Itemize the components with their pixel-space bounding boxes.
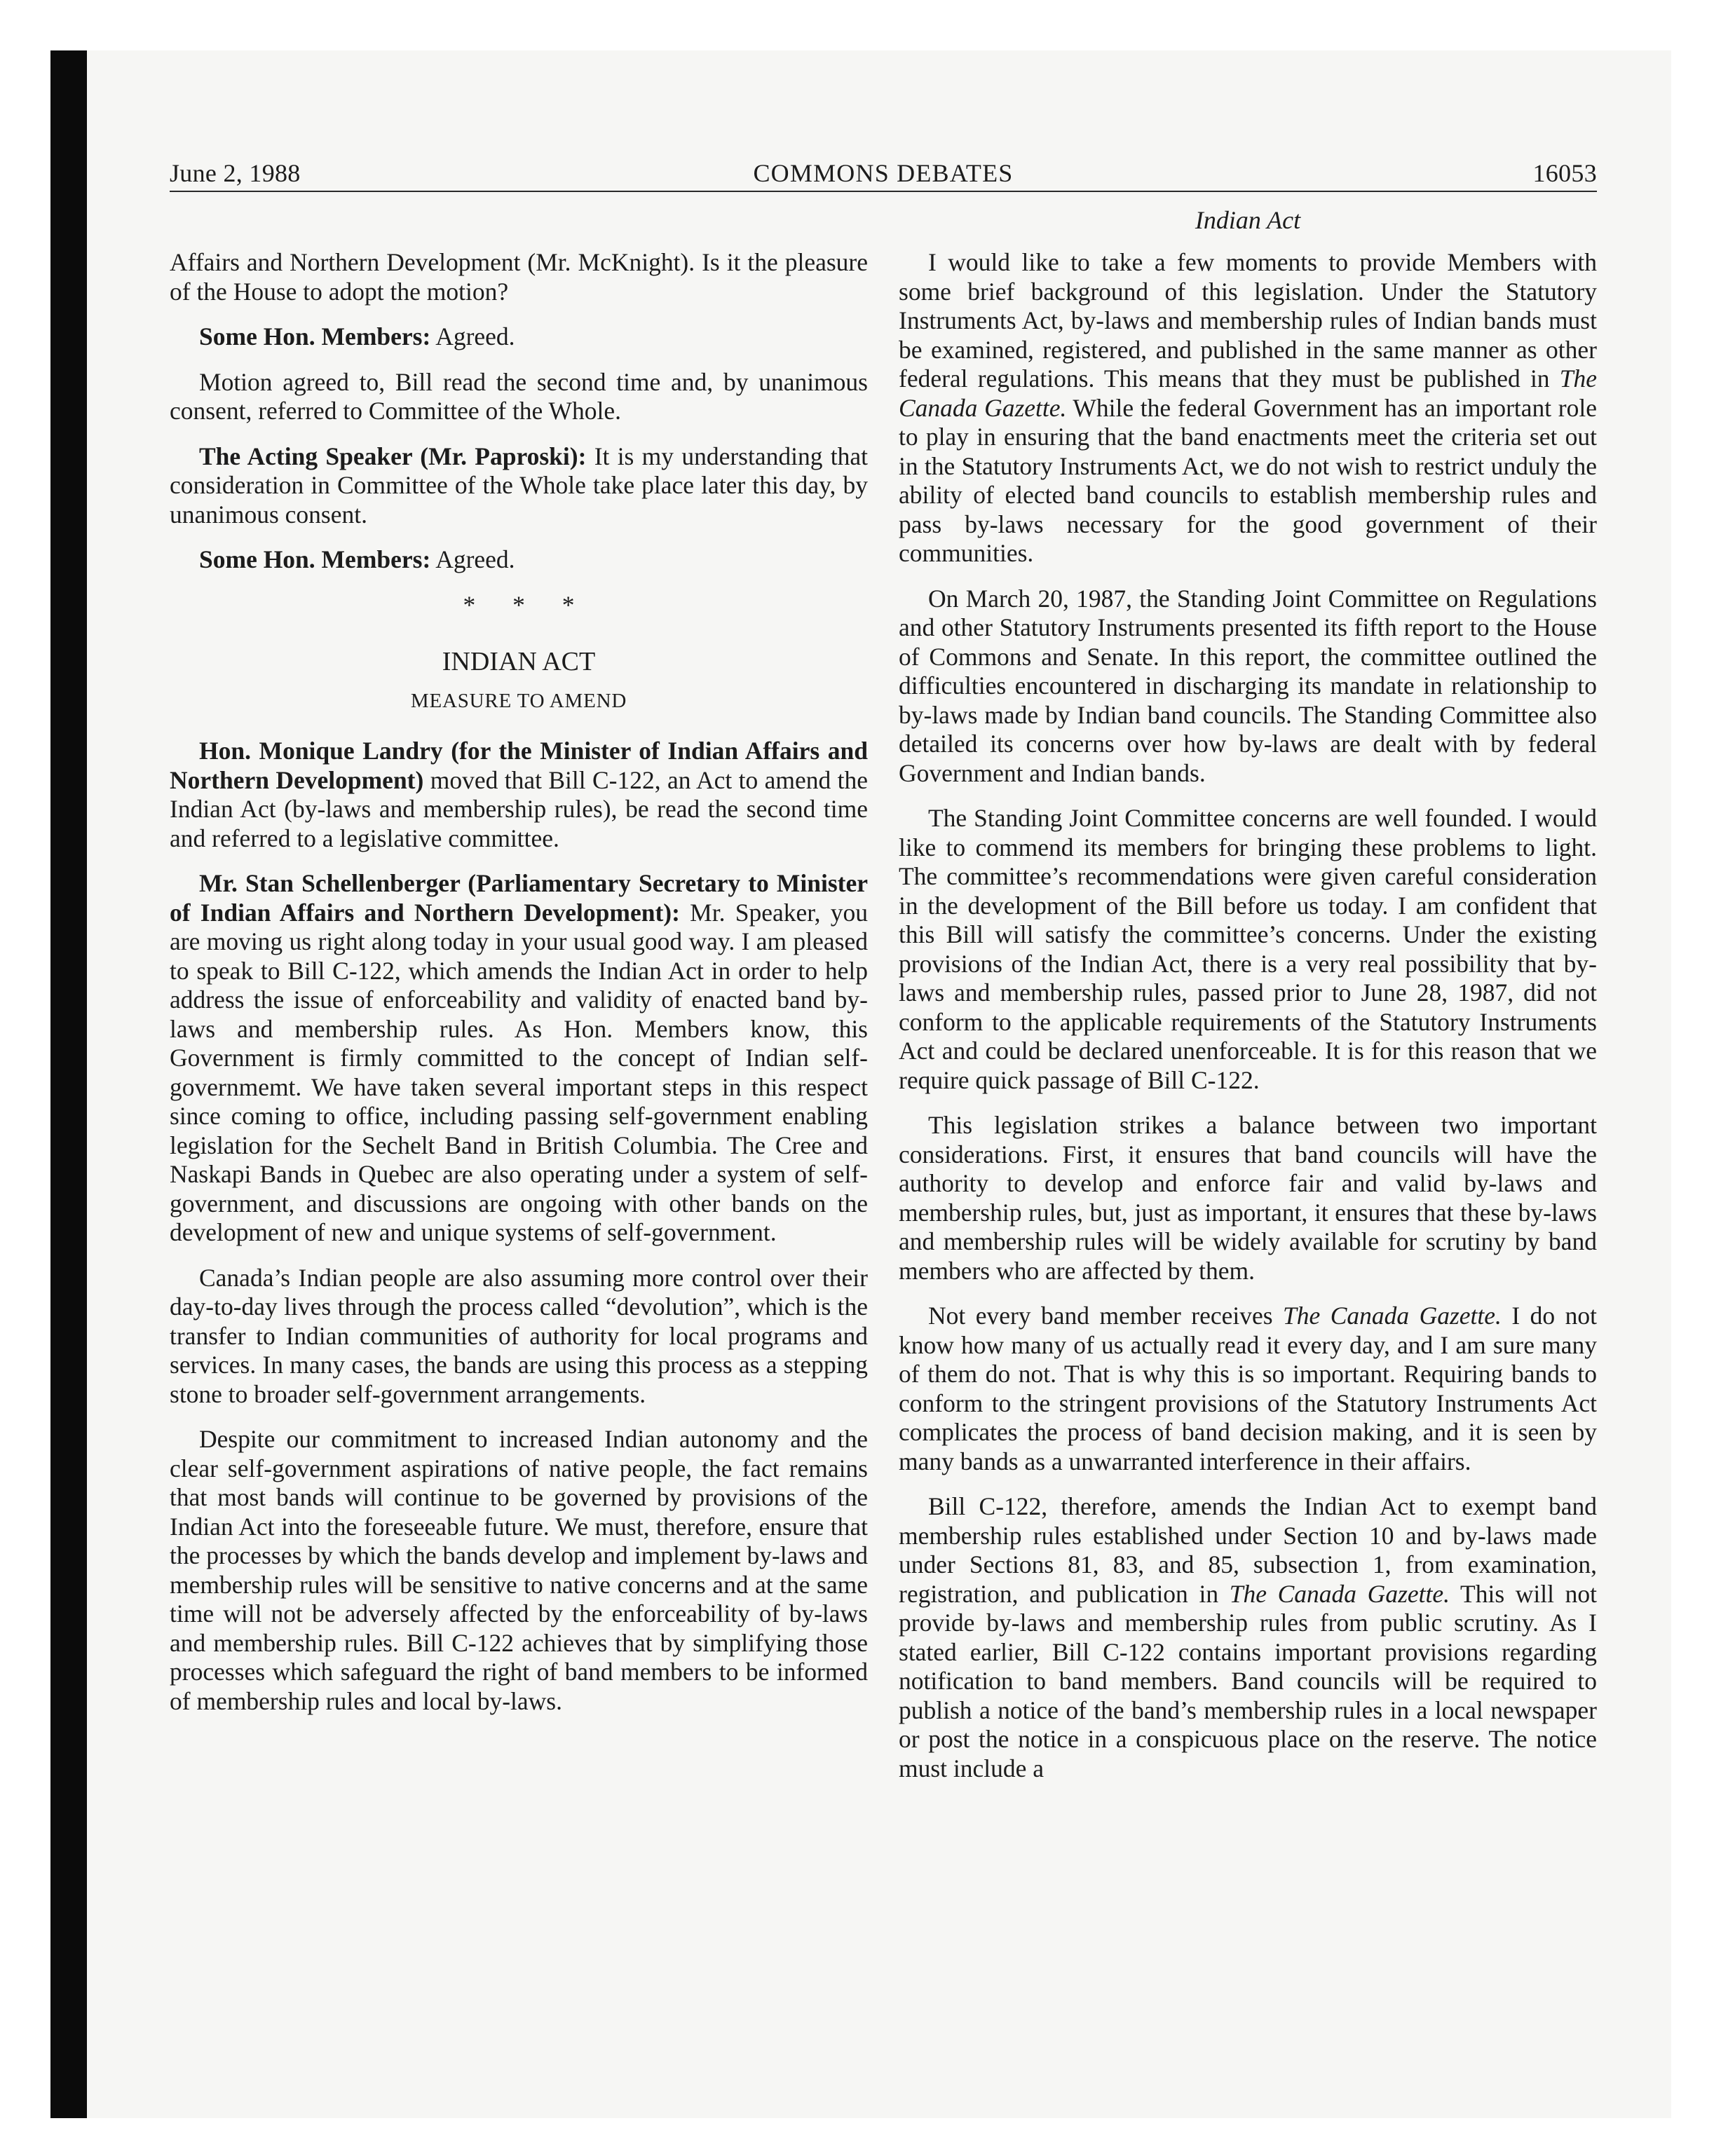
paragraph-text: Mr. Speaker, you are moving us right along today in your usual good way. I am pleased to speak to Bill C-122, which amends the Indian Act in order to help address the issue of enforceability and validity of enacted band by-laws and membership rules. As Hon. Members know, this Government is firmly committed to the concept of Indian self-governmemt. We have taken several important steps in this respect since coming to office, including passing self-government enabling legislation for the Sechelt Band in British Columbia. The Cree and Naskapi Bands in Quebec are also operating under a system of self-government, and discussions are ongoing with other bands on the development of new and unique systems of self-government. [170,898,868,1246]
header-date: June 2, 1988 [170,159,301,187]
paragraph-text: It is my understanding that consideration in Committee of the Whole take place later this day, by unanimous consent. [170,442,868,528]
speaker-name: Some Hon. Members: [199,322,431,350]
paragraph [899,248,1597,568]
publication-title: The Canada Gazette. [1283,1302,1502,1330]
paragraph [170,322,868,352]
header-publication: COMMONS DEBATES [753,159,1014,187]
section-subtitle: MEASURE TO AMEND [410,689,627,712]
publication-title: The Canada Gazette. [1229,1579,1450,1608]
paragraph-text: Bill C-122, therefore, amends the Indian Act to exempt band membership rules established under Section 10 and by-laws made under Sections 81, 83, and 85, subsection 1, from examination, registration, and publication in [899,1492,1597,1608]
running-header [170,156,1597,192]
paragraph-text: I do not know how many of us actually read it every day, and I am sure many of them do not. That is why this is so important. Requiring bands to conform to the stringent provisions of the Statutory Instruments Act complicates the process of band decision making, and it is seen by many bands as a unwarranted interference in their affairs. [899,1302,1597,1475]
paragraph-text: This will not provide by-laws and membership rules from public scrutiny. As I stated earlier, Bill C-122 contains important provisions regarding notification to band members. Band councils will be required to publish a notice of the band’s membership rules in a local newspaper or post the notice in a conspicuous place on the reserve. The notice must include a [899,1579,1598,1782]
paragraph [899,1492,1597,1783]
paragraph-text: While the federal Government has an important role to play in ensuring that the band enactments meet the criteria set out in the Statutory Instruments Act, we do not wish to restrict unduly the ability of elected band councils to establish membership rules and pass by-laws necessary for the good government of their communities. [899,393,1597,567]
scan-border [50,50,87,2118]
paragraph: Canada’s Indian people are also assuming more control over their day-to-day lives through the process called “devolution”, which is the transfer to Indian communities of authority for local programs and services. In many cases, the bands are using this process as a stepping stone to broader self-government arrangements. [170,1263,868,1408]
paragraph: Despite our commitment to increased Indian autonomy and the clear self-government aspirations of native people, the fact remains that most bands will continue to be governed by provisions of the Indian Act into the foreseeable future. We must, therefore, ensure that the processes by which the bands develop and implement by-laws and membership rules will be sensitive to native concerns and at the same time will not be adversely affected by the enforceability of by-laws and membership rules. Bill C-122 achieves that by simplifying those processes which safeguard the right of band members to be informed of membership rules and local by-laws. [170,1425,868,1715]
paragraph [170,545,868,575]
paragraph: Affairs and Northern Development (Mr. McKnight). Is it the pleasure of the House to adopt the motion? [170,248,868,306]
paragraph-text: I would like to take a few moments to provide Members with some brief background of this legislation. Under the Statutory Instruments Act, by-laws and membership rules of Indian bands must be examined, registered, and published in the same manner as other federal regulations. This means that they must be published in [899,248,1597,393]
paragraph [170,442,868,530]
paragraph [899,1302,1597,1476]
paragraph-text: moved that Bill C-122, an Act to amend the Indian Act (by-laws and membership rules), be read the second time and referred to a legislative committee. [170,765,868,852]
paragraph: Motion agreed to, Bill read the second time and, by unanimous consent, referred to Committee of the Whole. [170,367,868,425]
section-title: INDIAN ACT [442,647,596,676]
paragraph-text: Agreed. [430,322,515,350]
left-column [170,248,868,1732]
speaker-name: Mr. Stan Schellenberger (Parliamentary Secretary to Minister of Indian Affairs and Northern Development): [170,869,868,927]
speaker-name: Hon. Monique Landry (for the Minister of Indian Affairs and Northern Development) [170,737,868,794]
speaker-name: The Acting Speaker (Mr. Paproski): [199,442,587,470]
paragraph [170,737,868,853]
paragraph-text: Agreed. [430,545,515,573]
paragraph [170,869,868,1248]
paragraph: The Standing Joint Committee concerns are well founded. I would like to commend its members for bringing these problems to light. The committee’s recommendations were given careful consideration in the development of the Bill before us today. I am confident that this Bill will satisfy the committee’s concerns. Under the existing provisions of the Indian Act, there is a very real possibility that by-laws and membership rules, passed prior to June 28, 1987, did not conform to the applicable requirements of the Statutory Instruments Act and could be declared unenforceable. It is for this reason that we require quick passage of Bill C-122. [899,804,1597,1094]
right-column [899,248,1597,1799]
section-separator: * * * [463,590,590,619]
paragraph-text: Not every band member receives [928,1302,1283,1330]
publication-title: The Canada Gazette. [899,364,1597,422]
header-page-number: 16053 [1532,159,1597,187]
subject-heading: Indian Act [1195,206,1301,234]
paragraph: This legislation strikes a balance between two important considerations. First, it ensures that band councils will have the authority to develop and enforce fair and valid by-laws and membership rules, but, just as important, it ensures that these by-laws and membership rules will be widely available for scrutiny by band members who are affected by them. [899,1111,1597,1285]
speaker-name: Some Hon. Members: [199,545,431,573]
paragraph: On March 20, 1987, the Standing Joint Committee on Regulations and other Statutory Instruments presented its fifth report to the House of Commons and Senate. In this report, the committee outlined the difficulties encountered in discharging its mandate in relationship to by-laws made by Indian band councils. The Standing Committee also detailed its concerns over how by-laws are dealt with by federal Government and Indian bands. [899,584,1597,787]
